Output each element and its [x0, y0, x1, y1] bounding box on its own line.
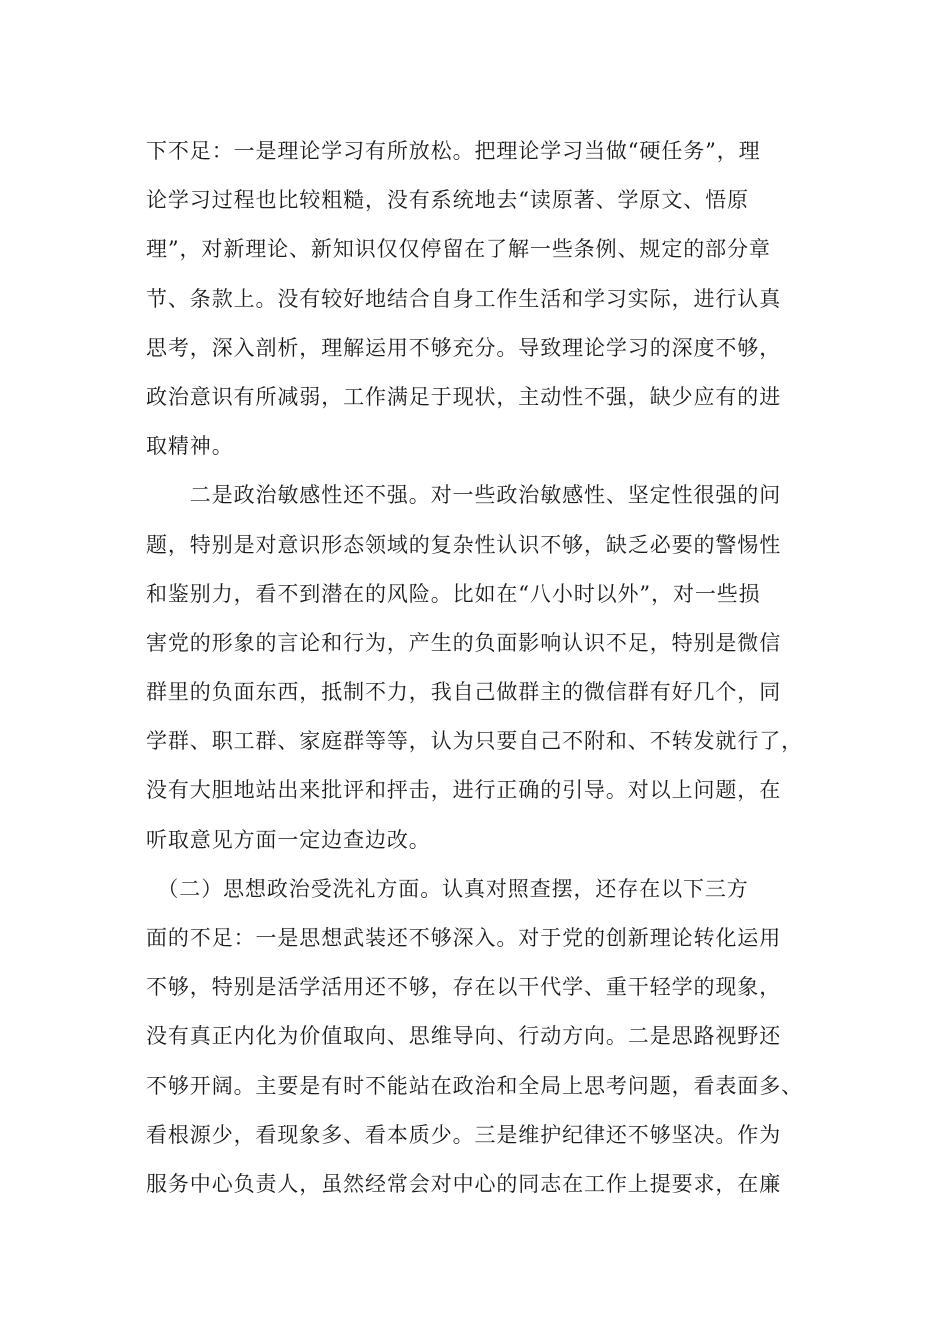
text-line: 思考，深入剖析，理解运用不够充分。导致理论学习的深度不够，	[146, 335, 782, 360]
text-line: 没有真正内化为价值取向、思维导向、行动方向。二是思路视野还	[146, 1024, 782, 1049]
text-line: 政治意识有所减弱，工作满足于现状，主动性不强，缺少应有的进	[146, 384, 782, 409]
text-line: 题，特别是对意识形态领域的复杂性认识不够，缺乏必要的警惕性	[146, 532, 782, 557]
text-line: 下不足：一是理论学习有所放松。把理论学习当做“硬任务”，理	[146, 139, 761, 163]
text-line: 不够，特别是活学活用还不够，存在以干代学、重干轻学的现象，	[146, 975, 782, 1000]
text-line: 听取意见方面一定边查边改。	[146, 827, 431, 852]
text-line: 面的不足：一是思想武装还不够深入。对于党的创新理论转化运用	[146, 926, 782, 950]
text-line: 论学习过程也比较粗糙，没有系统地去“读原著、学原文、悟原	[146, 188, 749, 213]
text-line: 没有大胆地站出来批评和抨击，进行正确的引导。对以上问题，在	[146, 778, 782, 803]
document-body	[146, 133, 803, 1215]
text-line: 节、条款上。没有较好地结合自身工作生活和学习实际，进行认真	[146, 286, 782, 311]
text-line: 不够开阔。主要是有时不能站在政治和全局上思考问题，看表面多、	[146, 1073, 803, 1098]
text-line: 学群、职工群、家庭群等等，认为只要自己不附和、不转发就行了，	[146, 729, 803, 754]
text-line: 和鉴别力，看不到潜在的风险。比如在“八小时以外”，对一些损	[146, 581, 761, 606]
text-line: （二）思想政治受洗礼方面。认真对照查摆，还存在以下三方	[146, 876, 749, 901]
text-line: 取精神。	[146, 434, 234, 459]
text-line: 服务中心负责人，虽然经常会对中心的同志在工作上提要求，在廉	[146, 1171, 782, 1196]
text-line: 害党的形象的言论和行为，产生的负面影响认识不足，特别是微信	[146, 630, 782, 655]
text-line: 二是政治敏感性还不强。对一些政治敏感性、坚定性很强的问	[146, 483, 782, 508]
text-line: 理”，对新理论、新知识仅仅停留在了解一些条例、规定的部分章	[146, 237, 771, 262]
text-line: 群里的负面东西，抵制不力，我自己做群主的微信群有好几个，同	[146, 680, 782, 705]
text-line: 看根源少，看现象多、看本质少。三是维护纪律还不够坚决。作为	[146, 1122, 782, 1147]
